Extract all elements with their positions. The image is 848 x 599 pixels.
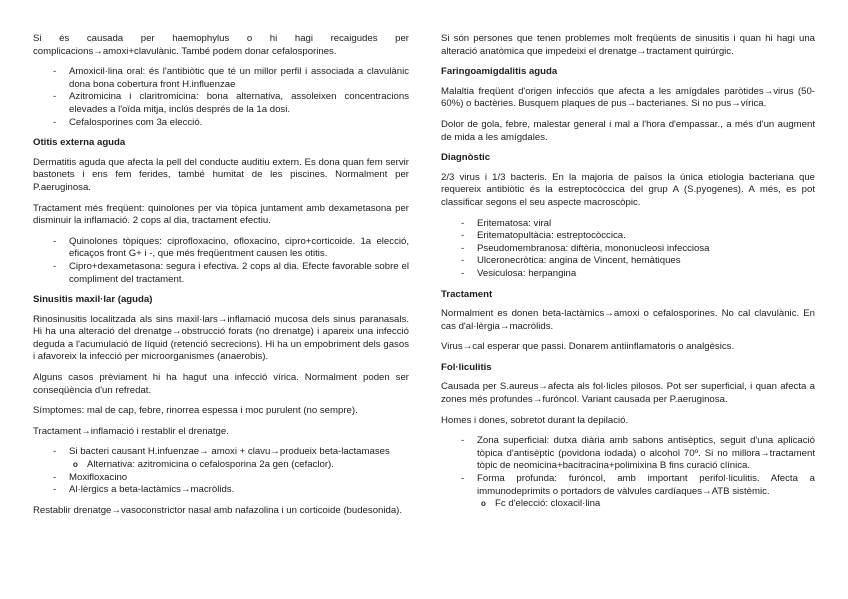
right-column [441, 33, 815, 519]
sub-list-item: o Alternativa: azitromicina o cefalosporina 2a gen (cefaclor). [69, 459, 409, 472]
paragraph: Si és causada per haemophylus o hi hagi recaigudes per complicacions→amoxi+clavulànic. També podem donar cefalosporines. [33, 33, 409, 57]
paragraph: Rinosinusitis localitzada als sins maxil·lars→inflamació mucosa dels sinus paranasals. Hi ha una alteració del drenatge→obstrucció forats (no drenatge) i apareix una infecció deguda a l'acumulació de líquid (retenció secrecions). Hi ha un empobriment dels gasos i afavoreix la infecció per microorganismes (anaerobis). [33, 313, 409, 363]
section-heading-sinusitis: Sinusitis maxil·lar (aguda) [33, 294, 153, 306]
paragraph: Dermatitis aguda que afecta la pell del conducte auditiu extern. Es dona quan fem servir bastonets i ens fem ferides, també humitat de les piscines. Normalment per P.aeruginosa. [33, 156, 409, 193]
paragraph: Normalment es donen beta-lactàmics→amoxi o cefalosporines. No cal clavulànic. En cas d'al·lèrgia→macròlids. [441, 308, 815, 332]
list-item: - Ulceronecròtica: angina de Vincent, hemàtiques [441, 255, 815, 268]
diagnostic-list [441, 218, 815, 281]
paragraph: Virus→cal esperar que passi. Donarem antiinflamatoris o analgèsics. [441, 341, 735, 353]
section-heading-otitis: Otitis externa aguda [33, 137, 126, 149]
section-heading-folliculitis: Fol·liculitis [441, 361, 492, 373]
quinolone-list [33, 236, 409, 286]
paragraph: Restablir drenatge→vasoconstrictor nasal amb nafazolina i un corticoide (budesonida). [33, 504, 403, 516]
list-item-text: Forma profunda: furóncol, amb important perifol·liculitis. Afecta a immunodeprimits o portadors de vàlvules cardíaques→ATB sistèmic. [477, 473, 815, 497]
list-item: - Vesiculosa: herpangina [441, 268, 815, 281]
paragraph: Tractament més freqüent: quinolones per via tòpica juntament amb dexametasona per disminuir la inflamació. 2 cops al dia, tractament efectiu. [33, 202, 409, 227]
antibiotic-list [33, 66, 409, 129]
list-item: - Amoxicil·lina oral: és l'antibiòtic que té un millor perfil i associada a clavulànic dona bona cobertura front H.influenzae [33, 66, 409, 91]
list-item: - Eritematosa: viral [441, 218, 815, 231]
list-item: - Al·lèrgics a beta-lactàmics→macròlids. [33, 484, 409, 497]
list-item: - Quinolones tòpiques: ciprofloxacino, ofloxacino, cipro+corticoide. 1a elecció, eficaços front G+ i -, que més freqüentment causen les otitis. [33, 236, 409, 261]
left-column [33, 33, 409, 525]
paragraph: Malaltia freqüent d'origen infecciós que afecta a les amígdales paròtides→virus (50-60%) o bactèries. Busquem plaques de pus→bacterianes. Si no pus→vírica. [441, 85, 815, 110]
paragraph: 2/3 virus i 1/3 bacteris. En la majoria de països la única etiologia bacteriana que requereix antibiòtic és la estreptocòccica del grup A (S.pyogenes). A més, es pot classificar segons el seu aspecte macroscòpic. [441, 171, 815, 208]
list-item: - Azitromicina i claritromicina: bona alternativa, assoleixen concentracions elevades a l'oïda mitja, inclús després de la 1a dosi. [33, 91, 409, 116]
folliculitis-list [441, 435, 815, 511]
list-item: - Eritematopultàcia: estreptocòccica. [441, 230, 815, 243]
paragraph: Homes i dones, sobretot durant la depilació. [441, 414, 629, 426]
section-heading-tractament: Tractament [441, 288, 493, 300]
paragraph: Dolor de gola, febre, malestar general i mal a l'hora d'empassar., a més d'un augment de mida a les amígdales. [441, 118, 815, 143]
sub-list [477, 498, 815, 511]
paragraph: Símptomes: mal de cap, febre, rinorrea espessa i moc purulent (no sempre). [33, 405, 358, 417]
sinusitis-treatment-list [33, 446, 409, 496]
list-item [33, 446, 409, 471]
sub-list-item: o Fc d'elecció: cloxacil·lina [477, 498, 815, 511]
list-item: - Pseudomembranosa: diftèria, mononucleosi infecciosa [441, 243, 815, 256]
list-item: - Cipro+dexametasona: segura i efectiva. 2 cops al dia. Efecte favorable sobre el compliment del tractament. [33, 261, 409, 286]
sub-list [69, 459, 409, 472]
paragraph: Tractament→inflamació i restablir el drenatge. [33, 425, 229, 437]
list-item: - Moxifloxacino [33, 472, 409, 485]
section-heading-diagnostic: Diagnòstic [441, 152, 491, 164]
paragraph: Causada per S.aureus→afecta als fol·licles pilosos. Pot ser superficial, i quan afecta a zones més profundes→furóncol. Variant causada per P.aeruginosa. [441, 381, 815, 406]
paragraph: Alguns casos prèviament hi ha hagut una infecció vírica. Normalment poden ser conseqüència d'un refredat. [33, 372, 409, 396]
list-item-text: Si bacteri causant H.infuenzae→ amoxi + clavu→produeix beta-lactamases [69, 446, 390, 458]
list-item [441, 473, 815, 511]
list-item: - Zona superficial: dutxa diària amb sabons antisèptics, seguit d'una aplicació tòpica d'antisèptic (povidona iodada) o alcohol 70º. Si no millora→tractament tòpic de neomicina+bacitracina+polimixina B fins curació clínica. [441, 435, 815, 473]
list-item: - Cefalosporines com 3a elecció. [33, 117, 409, 130]
section-heading-faringoamigdalitis: Faringoamigdalitis aguda [441, 66, 558, 78]
paragraph: Si són persones que tenen problemes molt freqüents de sinusitis i quan hi hagi una alteració anatòmica que impedeixi el drenatge→tractament quirúrgic. [441, 33, 815, 57]
